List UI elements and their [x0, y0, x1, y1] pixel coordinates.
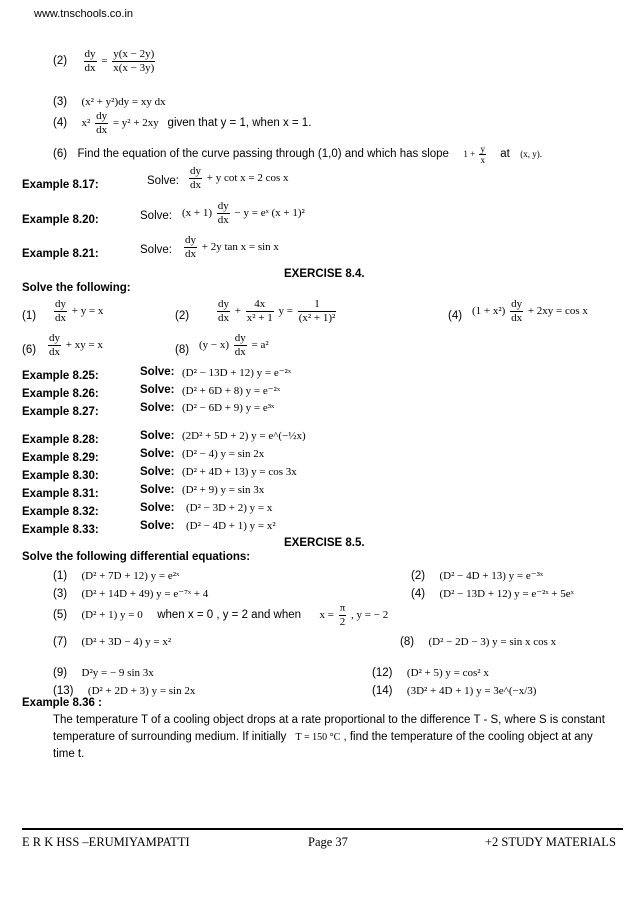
footer-divider: [22, 828, 623, 830]
ex85-item-2: (2) (D² − 4D + 13) y = e⁻³ˣ: [411, 570, 544, 582]
example-8-28: Example 8.28: Solve: (2D² + 5D + 2) y = e^(−½x): [22, 430, 306, 446]
top-item-4: (4) x² $\frac{dy}{dx}$ = y² + 2xy given that y = 1, when x = 1.: [53, 110, 312, 136]
example-8-29: Example 8.29: Solve: (D² − 4) y = sin 2x: [22, 448, 265, 464]
example-8-32: Example 8.32: Solve: (D² − 3D + 2) y = x: [22, 502, 273, 518]
example-8-17: Example 8.17: Solve: $\frac{dy}{dx}$ + y cot x = 2 cos x: [22, 165, 289, 191]
example-8-36-line2: temperature of surrounding medium. If initially T = 150 °C , find the temperature of the cooling object at any: [53, 731, 593, 743]
ex85-item-5: (5) (D² + 1) y = 0 when x = 0 , y = 2 and when x = $\frac{\pi}{2}$ , y = − 2: [53, 602, 389, 628]
example-8-36-label: Example 8.36 :: [22, 697, 102, 709]
ex85-item-14: (14) (3D² + 4D + 1) y = 3e^(−x/3): [372, 685, 537, 697]
example-8-31: Example 8.31: Solve: (D² + 9) y = sin 3x: [22, 484, 265, 500]
top-item-2: (2) $\frac{dy}{dx}$ = $\frac{y(x - 2y)}{x(x - 3y)}$: [53, 48, 155, 74]
ex85-item-13: (13) (D² + 2D + 3) y = sin 2x: [53, 685, 196, 697]
example-8-27: Example 8.27: Solve: (D² − 6D + 9) y = e³ˣ: [22, 402, 275, 418]
example-8-26: Example 8.26: Solve: (D² + 6D + 8) y = e⁻²ˣ: [22, 384, 281, 400]
exercise-8-5-title: EXERCISE 8.5.: [284, 537, 365, 549]
ex85-item-4: (4) (D² − 13D + 12) y = e⁻²ˣ + 5eˣ: [411, 588, 574, 600]
footer-page-number: Page 37: [308, 835, 348, 849]
example-8-30: Example 8.30: Solve: (D² + 4D + 13) y = cos 3x: [22, 466, 297, 482]
example-8-33: Example 8.33: Solve: (D² − 4D + 1) y = x²: [22, 520, 276, 536]
ex85-item-1: (1) (D² + 7D + 12) y = e²ˣ: [53, 570, 180, 582]
ex85-item-12: (12) (D² + 5) y = cos² x: [372, 667, 489, 679]
top-item-3: (3) (x² + y²)dy = xy dx: [53, 96, 166, 108]
header-url: www.tnschools.co.in: [34, 8, 134, 20]
exercise-8-5-subtitle: Solve the following differential equations:: [22, 551, 251, 563]
ex85-item-9: (9) D²y = − 9 sin 3x: [53, 667, 154, 679]
ex85-item-7: (7) (D² + 3D − 4) y = x²: [53, 636, 172, 648]
footer-school: E R K HSS –ERUMIYAMPATTI: [22, 835, 190, 849]
example-8-25: Example 8.25: Solve: (D² − 13D + 12) y = e⁻²ˣ: [22, 366, 292, 382]
ex85-item-8: (8) (D² − 2D − 3) y = sin x cos x: [400, 636, 557, 648]
example-8-36-line3: time t.: [53, 748, 85, 760]
example-8-20: Example 8.20: Solve: (x + 1) $\frac{dy}{dx}$ − y = eˣ (x + 1)²: [22, 200, 305, 226]
example-8-21: Example 8.21: Solve: $\frac{dy}{dx}$ + 2y tan x = sin x: [22, 234, 279, 260]
ex85-item-3: (3) (D² + 14D + 49) y = e⁻⁷ˣ + 4: [53, 588, 209, 600]
exercise-8-4-subtitle: Solve the following:: [22, 282, 131, 294]
example-8-36-line1: The temperature T of a cooling object drops at a rate proportional to the difference T - S, where S is constant: [53, 714, 605, 726]
top-item-6: (6) Find the equation of the curve passing through (1,0) and which has slope 1 + $\frac{y}{x}$ at (x, y).: [53, 144, 543, 166]
footer-study-materials: +2 STUDY MATERIALS: [485, 835, 616, 849]
exercise-8-4-title: EXERCISE 8.4.: [284, 268, 365, 280]
